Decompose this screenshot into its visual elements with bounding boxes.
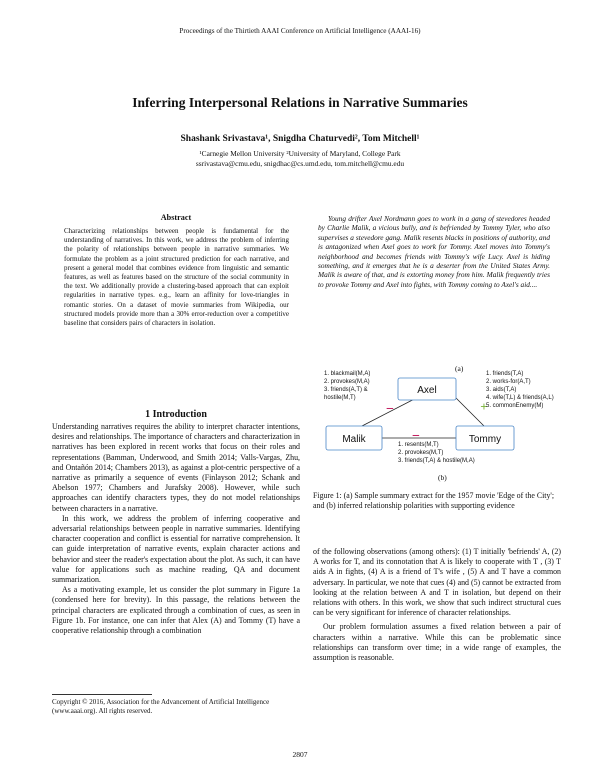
relationship-graph <box>318 371 558 476</box>
cue-label: 1. blackmail(M,A) <box>324 371 371 377</box>
page-number: 2807 <box>292 750 308 759</box>
cue-label: 5. commonEnemy(M) <box>486 403 544 409</box>
right-column-body <box>313 547 561 663</box>
author-emails: ssrivastava@cmu.edu, snigdhac@cs.umd.edu, tom.mitchell@cmu.edu <box>195 159 405 168</box>
abstract-text: Characterizing relationships between people is fundamental for the understanding of narratives. In this work, we address the problem of inferring the polarity of relationships between people in narrative summaries. We formulate the problem as a joint structured prediction for each narrative, and present a general model that combines evidence from linguistic and semantic features, as well as features based on the structure of the social community in the text. We additionally provide a clustering-based approach that can exploit regularities in narrative types. e.g., learn an affinity for love-triangles in romantic stories. On a dataset of movie summaries from Wikipedia, our structured models provide more than a 30% error-reduction over a competitive baseline that considers pairs of characters in isolation. <box>64 227 289 328</box>
cue-label: 2. provokes(M,T) <box>398 450 444 456</box>
intro-paragraph: In this work, we address the problem of inferring cooperative and adversarial relationships between people in narrative summaries. Identifying character cooperation and conflict is essential for narrative comprehension. It can guide interpretation of narrative events, explain character actions and behavior and steer the reader's expectation about the plot. As such, it can have value for applications such as machine reading, QA and document summarization. <box>52 513 300 585</box>
cue-label: 1. friends(T,A) <box>486 371 524 377</box>
node-malik-label: Malik <box>342 434 366 445</box>
section-heading-introduction: 1 Introduction <box>145 409 207 420</box>
plus-sign-icon: + <box>480 399 488 414</box>
minus-sign-icon: − <box>386 402 394 417</box>
copyright-footnote: Copyright © 2016, Association for the Advancement of Artificial Intelligence (www.aaai.org). All rights reserved. <box>52 698 270 715</box>
figure-label-b: (b) <box>438 473 447 482</box>
body-paragraph: of the following observations (among others): (1) T initially 'befriends' A, (2) A works for T, and its connotation that A is likely to cooperate with T , (3) T aids A in fights, (4) A is a friend of T's wife , (5) A and T have a common adversary. In particular, we note that cues (4) and (5) cannot be extracted from looking at the relation between A and T in isolation, but depend on their relations with others. In this work, we show that such indirect structural cues can be very significant for inference of character relationships. <box>313 547 561 618</box>
abstract-heading: Abstract <box>160 213 192 222</box>
introduction-body <box>52 422 300 636</box>
figure-label-a: (a) <box>455 364 464 373</box>
node-tommy-label: Tommy <box>468 434 502 445</box>
intro-paragraph: Understanding narratives requires the ability to interpret character intentions, desires and relationships. The importance of characters and characterization in narratives has been explored in recent works that focus on their roles and representations (Bamman, Underwood, and Smith 2014; Valls-Vargas, Zhu, and Ontañón 2014; Chambers 2013), as against a plot-centric perspective of a narrative as primarily a sequence of events (Finlayson 2012; Schank and Abelson 1977; Chambers and Jurafsky 2008). However, while such approaches can identify characters types, they do not model relationships between characters in a narrative. <box>52 422 300 513</box>
cue-label: 4. wife(T,L) & friends(A,L) <box>486 395 554 401</box>
cue-label: 2. provokes(M,A) <box>324 379 370 385</box>
proceedings-header: Proceedings of the Thirtieth AAAI Conference on Artificial Intelligence (AAAI-16) <box>179 27 421 35</box>
node-axel-label: Axel <box>417 385 437 396</box>
body-paragraph: Our problem formulation assumes a fixed relation between a pair of characters within a narrative. While this can be problematic since relationships can transform over time; in a wide range of examples, the assumption is reasonable. <box>313 622 561 663</box>
cue-label: 3. friends(T,A) & hostile(M,A) <box>398 458 475 464</box>
affiliations: ¹Carnegie Mellon University ²University of Maryland, College Park <box>199 149 401 158</box>
figure-summary-text: Young drifter Axel Nordmann goes to work in a gang of stevedores headed by Charlie Malik, a vicious bully, and is befriended by Tommy Tyler, who also supervises a stevedore gang. Malik resents blacks in positions of authority, and is antagonized when Axel goes to work for Tommy. Axel moves into Tommy's neighborhood and becomes friends with Tommy's wife Lucy. Axel is hiding something, and it emerges that he is a deserter from the United States Army. Malik is aware of that, and is extorting money from him. Malik frequently tries to provoke Tommy and Axel into fights, with Tommy coming to Axel's aid.... <box>318 214 550 289</box>
cue-label: 2. works-for(A,T) <box>486 379 531 385</box>
footnote-rule <box>52 694 152 695</box>
cue-label: 3. aids(T,A) <box>486 387 517 393</box>
cue-label: 1. resents(M,T) <box>398 442 439 448</box>
cue-label: 3. friends(A,T) & <box>324 387 368 393</box>
paper-title: Inferring Interpersonal Relations in Narrative Summaries <box>132 95 468 110</box>
cue-label: hostile(M,T) <box>324 395 356 401</box>
intro-paragraph: As a motivating example, let us consider the plot summary in Figure 1a (condensed here for brevity). In this passage, the relations between the principal characters are explicated through a combination of cues, as seen in Figure 1b. For instance, one can infer that Alex (A) and Tommy (T) have a cooperative relationship through a combination <box>52 585 300 636</box>
figure-caption: Figure 1: (a) Sample summary extract for the 1957 movie 'Edge of the City'; and (b) inferred relationship polarities with supporting evidence <box>313 491 555 511</box>
minus-sign-icon: − <box>412 429 420 444</box>
author-list: Shashank Srivastava¹, Snigdha Chaturvedi², Tom Mitchell¹ <box>180 134 420 144</box>
